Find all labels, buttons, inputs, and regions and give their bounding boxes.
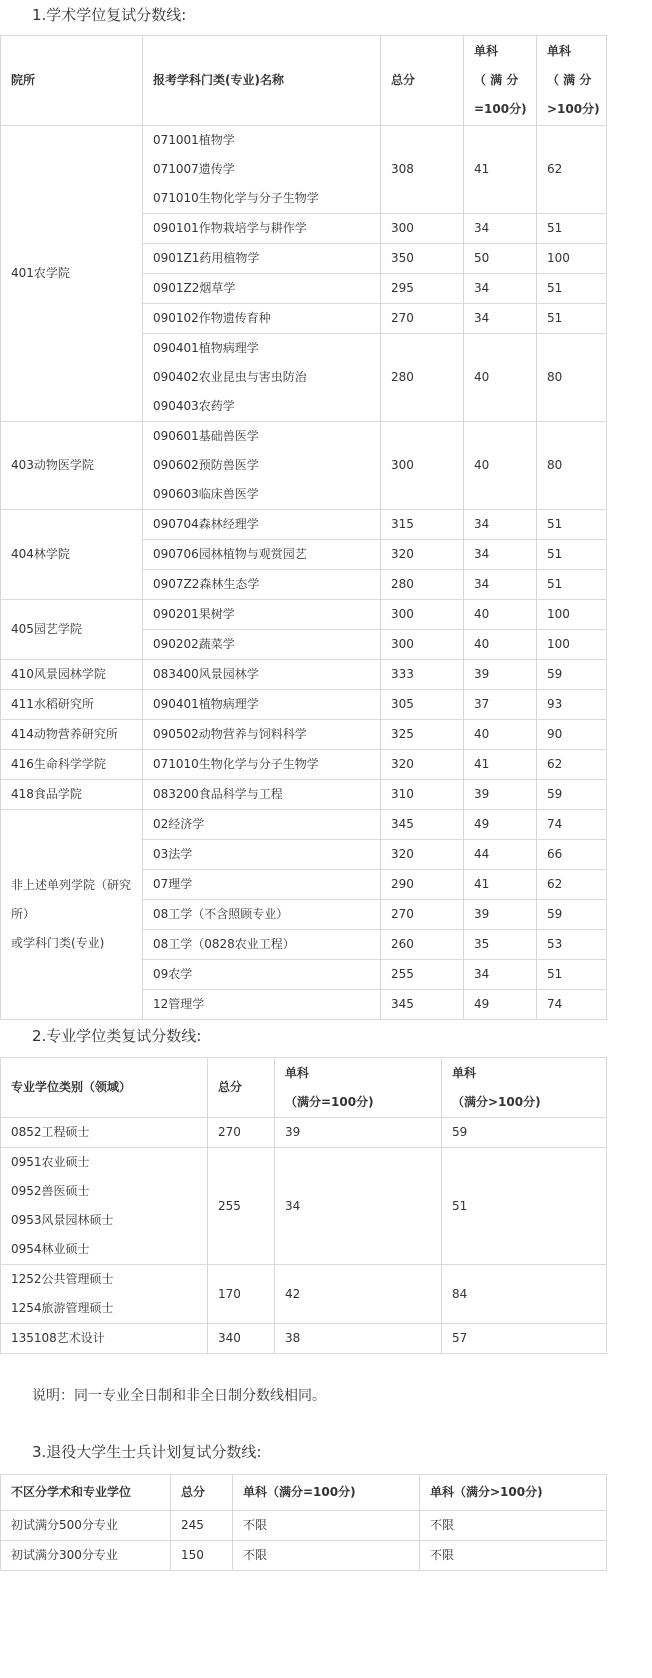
major-cell [143, 540, 381, 570]
single-over-100-cell: 100 [537, 600, 607, 630]
table-row [1, 600, 607, 630]
major-cell [143, 274, 381, 304]
single-100-cell: 35 [464, 930, 537, 960]
major-cell [143, 900, 381, 930]
total-cell: 255 [208, 1148, 275, 1265]
header-total: 总分 [381, 36, 464, 126]
single-100-cell: 34 [464, 304, 537, 334]
total-cell: 150 [171, 1541, 233, 1571]
cell-line: 07理学 [153, 877, 193, 891]
college-cell [1, 720, 143, 750]
major-cell [143, 244, 381, 274]
category-cell [1, 1118, 208, 1148]
major-cell [143, 870, 381, 900]
cell-line: 416生命科学学院 [11, 757, 106, 771]
cell-line: 090704森林经理学 [153, 517, 259, 531]
single-over-100-cell: 51 [537, 570, 607, 600]
single-over-100-cell: 74 [537, 990, 607, 1020]
cell-line: 0951农业硕士 [11, 1155, 90, 1169]
cell-line: 403动物医学院 [11, 458, 94, 472]
cell-line: 071010生物化学与分子生物学 [153, 757, 319, 771]
cell-line: 090202蔬菜学 [153, 637, 235, 651]
table-header-row [1, 1058, 607, 1118]
header-line: （满分=100分) [285, 1094, 374, 1109]
cell-line: 0852工程硕士 [11, 1125, 90, 1139]
single-over-100-cell: 66 [537, 840, 607, 870]
single-over-100-cell: 51 [537, 510, 607, 540]
single-100-cell: 41 [464, 126, 537, 214]
single-over-100-cell: 80 [537, 422, 607, 510]
header-single-over-100 [537, 36, 607, 126]
single-100-cell: 40 [464, 630, 537, 660]
cell-line: 414动物营养研究所 [11, 727, 118, 741]
single-100-cell: 不限 [233, 1541, 420, 1571]
cell-line: 071007遗传学 [153, 162, 235, 176]
total-cell: 300 [381, 422, 464, 510]
single-100-cell: 39 [275, 1118, 442, 1148]
cell-line: 404林学院 [11, 547, 70, 561]
cell-line: 090601基础兽医学 [153, 429, 259, 443]
veteran-score-table [0, 1474, 607, 1571]
college-cell [1, 510, 143, 600]
single-over-100-cell: 100 [537, 244, 607, 274]
cell-line: 071010生物化学与分子生物学 [153, 191, 319, 205]
header-single-over-100 [442, 1058, 607, 1118]
single-100-cell: 40 [464, 720, 537, 750]
cell-line: 135108艺术设计 [11, 1331, 105, 1345]
total-cell: 300 [381, 600, 464, 630]
table-row [1, 126, 607, 214]
header-type: 不区分学术和专业学位 [1, 1475, 171, 1511]
header-single-100: 单科（满分=100分) [233, 1475, 420, 1511]
total-cell: 270 [381, 900, 464, 930]
table-row [1, 1265, 607, 1324]
total-cell: 325 [381, 720, 464, 750]
major-cell [143, 690, 381, 720]
cell-line: 所） [11, 907, 36, 921]
cell-line: 非上述单列学院（研究 [11, 878, 132, 892]
total-cell: 320 [381, 750, 464, 780]
total-cell: 320 [381, 540, 464, 570]
cell-line: 405园艺学院 [11, 622, 82, 636]
single-100-cell: 40 [464, 600, 537, 630]
total-cell: 255 [381, 960, 464, 990]
total-cell: 333 [381, 660, 464, 690]
cell-line: 090602预防兽医学 [153, 458, 259, 472]
cell-line: 0954林业硕士 [11, 1242, 90, 1256]
header-total: 总分 [171, 1475, 233, 1511]
total-cell: 320 [381, 840, 464, 870]
single-over-100-cell: 59 [537, 660, 607, 690]
header-line: 单科 [474, 44, 499, 58]
cell-line: 090401植物病理学 [153, 697, 259, 711]
single-over-100-cell: 90 [537, 720, 607, 750]
table-row [1, 810, 607, 840]
header-single-over-100: 单科（满分>100分) [420, 1475, 607, 1511]
header-total: 总分 [208, 1058, 275, 1118]
table-row [1, 720, 607, 750]
professional-score-table [0, 1057, 607, 1354]
single-over-100-cell: 不限 [420, 1541, 607, 1571]
single-over-100-cell: 100 [537, 630, 607, 660]
major-cell [143, 750, 381, 780]
cell-line: 090402农业昆虫与害虫防治 [153, 370, 307, 384]
total-cell: 260 [381, 930, 464, 960]
single-over-100-cell: 59 [537, 900, 607, 930]
cell-line: 401农学院 [11, 266, 70, 280]
total-cell: 340 [208, 1324, 275, 1354]
total-cell: 270 [208, 1118, 275, 1148]
cell-line: 0901Z1药用植物学 [153, 251, 260, 265]
cell-line: 1254旅游管理硕士 [11, 1301, 114, 1315]
cell-line: 090201果树学 [153, 607, 235, 621]
single-100-cell: 34 [464, 570, 537, 600]
total-cell: 345 [381, 990, 464, 1020]
total-cell: 245 [171, 1511, 233, 1541]
single-100-cell: 34 [464, 214, 537, 244]
single-100-cell: 不限 [233, 1511, 420, 1541]
table-row [1, 1148, 607, 1265]
single-over-100-cell: 59 [537, 780, 607, 810]
table-row [1, 690, 607, 720]
single-over-100-cell: 93 [537, 690, 607, 720]
single-over-100-cell: 62 [537, 126, 607, 214]
total-cell: 270 [381, 304, 464, 334]
single-100-cell: 34 [464, 540, 537, 570]
total-cell: 290 [381, 870, 464, 900]
single-100-cell: 41 [464, 870, 537, 900]
cell-line: 0952兽医硕士 [11, 1184, 90, 1198]
header-single-100 [275, 1058, 442, 1118]
single-over-100-cell: 51 [537, 274, 607, 304]
single-100-cell: 37 [464, 690, 537, 720]
major-cell [143, 510, 381, 540]
single-over-100-cell: 51 [537, 540, 607, 570]
major-cell [143, 422, 381, 510]
single-over-100-cell: 84 [442, 1265, 607, 1324]
single-over-100-cell: 62 [537, 750, 607, 780]
category-cell [1, 1324, 208, 1354]
cell-line: 090101作物栽培学与耕作学 [153, 221, 307, 235]
total-cell: 170 [208, 1265, 275, 1324]
cell-line: 418食品学院 [11, 787, 82, 801]
table-row [1, 1324, 607, 1354]
major-cell [143, 334, 381, 422]
single-over-100-cell: 62 [537, 870, 607, 900]
table-row [1, 1511, 607, 1541]
total-cell: 350 [381, 244, 464, 274]
header-college: 院所 [1, 36, 143, 126]
cell-line: 03法学 [153, 847, 193, 861]
table-row [1, 780, 607, 810]
single-100-cell: 38 [275, 1324, 442, 1354]
single-over-100-cell: 51 [537, 304, 607, 334]
header-line: 单科 [452, 1065, 477, 1080]
single-over-100-cell: 80 [537, 334, 607, 422]
header-line: >100分) [547, 102, 600, 116]
college-cell [1, 810, 143, 1020]
cell-line: 083200食品科学与工程 [153, 787, 283, 801]
single-over-100-cell: 74 [537, 810, 607, 840]
single-over-100-cell: 57 [442, 1324, 607, 1354]
college-cell [1, 422, 143, 510]
cell-line: 411水稻研究所 [11, 697, 94, 711]
table-row [1, 422, 607, 510]
cell-line: 090603临床兽医学 [153, 487, 259, 501]
cell-line: 090401植物病理学 [153, 341, 259, 355]
cell-line: 083400风景园林学 [153, 667, 259, 681]
single-100-cell: 39 [464, 780, 537, 810]
total-cell: 300 [381, 630, 464, 660]
section1-title: 1.学术学位复试分数线: [32, 6, 187, 24]
total-cell: 308 [381, 126, 464, 214]
cell-line: 090502动物营养与饲料科学 [153, 727, 307, 741]
cell-line: 071001植物学 [153, 133, 235, 147]
major-cell [143, 930, 381, 960]
major-cell [143, 630, 381, 660]
type-cell: 初试满分300分专业 [1, 1541, 171, 1571]
single-over-100-cell: 51 [442, 1148, 607, 1265]
table-header-row [1, 1475, 607, 1511]
major-cell [143, 126, 381, 214]
single-100-cell: 39 [464, 900, 537, 930]
major-cell [143, 720, 381, 750]
header-line: =100分) [474, 102, 527, 116]
college-cell [1, 690, 143, 720]
cell-line: 02经济学 [153, 817, 205, 831]
single-100-cell: 50 [464, 244, 537, 274]
total-cell: 305 [381, 690, 464, 720]
major-cell [143, 214, 381, 244]
section2-title: 2.专业学位类复试分数线: [32, 1027, 202, 1045]
total-cell: 295 [381, 274, 464, 304]
header-line: （满分>100分) [452, 1094, 541, 1109]
table-row [1, 510, 607, 540]
total-cell: 310 [381, 780, 464, 810]
single-100-cell: 49 [464, 810, 537, 840]
major-cell [143, 570, 381, 600]
single-100-cell: 34 [275, 1148, 442, 1265]
total-cell: 300 [381, 214, 464, 244]
single-100-cell: 34 [464, 960, 537, 990]
header-category: 专业学位类别（领域） [1, 1058, 208, 1118]
cell-line: 09农学 [153, 967, 193, 981]
total-cell: 315 [381, 510, 464, 540]
single-100-cell: 34 [464, 274, 537, 304]
cell-line: 090706园林植物与观赏园艺 [153, 547, 307, 561]
cell-line: 090102作物遗传育种 [153, 311, 271, 325]
header-line: （ 满 分 [547, 73, 592, 87]
major-cell [143, 780, 381, 810]
single-100-cell: 40 [464, 334, 537, 422]
table-header-row [1, 36, 607, 126]
major-cell [143, 960, 381, 990]
total-cell: 280 [381, 334, 464, 422]
cell-line: 090403农药学 [153, 399, 235, 413]
section3-title: 3.退役大学生士兵计划复试分数线: [32, 1443, 262, 1461]
header-line: 单科 [285, 1065, 310, 1080]
cell-line: 410风景园林学院 [11, 667, 106, 681]
single-over-100-cell: 53 [537, 930, 607, 960]
major-cell [143, 990, 381, 1020]
cell-line: 0907Z2森林生态学 [153, 577, 260, 591]
cell-line: 08工学（不含照顾专业） [153, 907, 289, 921]
cell-line: 12管理学 [153, 997, 205, 1011]
table-row [1, 1118, 607, 1148]
single-100-cell: 49 [464, 990, 537, 1020]
single-100-cell: 39 [464, 660, 537, 690]
major-cell [143, 810, 381, 840]
table-row [1, 1541, 607, 1571]
category-cell [1, 1148, 208, 1265]
single-over-100-cell: 不限 [420, 1511, 607, 1541]
type-cell: 初试满分500分专业 [1, 1511, 171, 1541]
header-line: （ 满 分 [474, 73, 519, 87]
single-100-cell: 34 [464, 510, 537, 540]
academic-score-table [0, 35, 607, 1020]
cell-line: 0953风景园林硕士 [11, 1213, 114, 1227]
single-over-100-cell: 59 [442, 1118, 607, 1148]
category-cell [1, 1265, 208, 1324]
header-line: 单科 [547, 44, 572, 58]
single-100-cell: 42 [275, 1265, 442, 1324]
header-major: 报考学科门类(专业)名称 [143, 36, 381, 126]
college-cell [1, 780, 143, 810]
major-cell [143, 840, 381, 870]
major-cell [143, 600, 381, 630]
college-cell [1, 126, 143, 422]
total-cell: 345 [381, 810, 464, 840]
college-cell [1, 750, 143, 780]
cell-line: 08工学（0828农业工程） [153, 937, 295, 951]
note-text: 说明：同一专业全日制和非全日制分数线相同。 [32, 1388, 326, 1404]
total-cell: 280 [381, 570, 464, 600]
cell-line: 0901Z2烟草学 [153, 281, 236, 295]
major-cell [143, 304, 381, 334]
single-over-100-cell: 51 [537, 214, 607, 244]
college-cell [1, 660, 143, 690]
major-cell [143, 660, 381, 690]
table-row [1, 750, 607, 780]
single-100-cell: 44 [464, 840, 537, 870]
single-over-100-cell: 51 [537, 960, 607, 990]
single-100-cell: 40 [464, 422, 537, 510]
header-single-100 [464, 36, 537, 126]
table-row [1, 660, 607, 690]
cell-line: 或学科门类(专业) [11, 936, 105, 950]
cell-line: 1252公共管理硕士 [11, 1272, 114, 1286]
single-100-cell: 41 [464, 750, 537, 780]
college-cell [1, 600, 143, 660]
